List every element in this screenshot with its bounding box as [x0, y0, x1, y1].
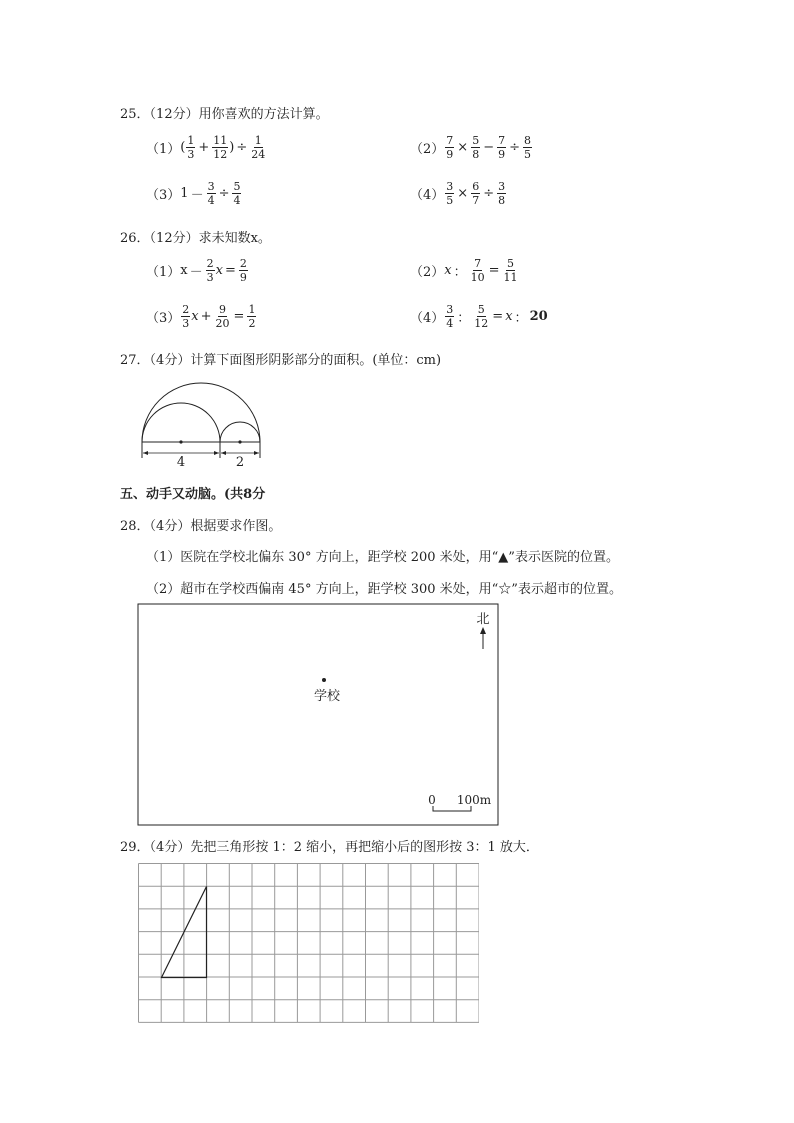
fraction: $\frac{5}{11}$ [503, 257, 518, 284]
map-box [137, 603, 499, 826]
fraction: $\frac{1}{2}$ [248, 303, 256, 330]
scale-length: 100m [456, 793, 492, 807]
arrowhead [254, 451, 259, 455]
problem-label: （3） [146, 188, 181, 203]
grid [139, 864, 480, 1023]
section-5-title: 五、动手又动脑。(共8分 [120, 487, 266, 502]
problem-label: （4） [410, 188, 445, 203]
small-semicircle [220, 422, 260, 442]
q28-title: 28．（4分）根据要求作图。 [120, 519, 282, 534]
fraction: $\frac{7}{10}$ [470, 257, 485, 284]
operator: = [492, 309, 504, 324]
q28-step-1: （1）医院在学校北偏东 30° 方向上，距学校 200 米处，用“▲”表示医院的位置。 [146, 550, 619, 565]
operator: ÷ [236, 140, 248, 155]
number: 20 [529, 309, 548, 324]
operator: = [488, 263, 500, 278]
q25-problem-1 [146, 134, 267, 161]
arrowhead [214, 451, 219, 455]
fraction: $\frac{3}{5}$ [446, 180, 454, 207]
operator: + [200, 309, 212, 324]
operator: ： [457, 311, 471, 326]
paren-close: ) [229, 140, 235, 155]
problem-label: （1） [146, 142, 181, 157]
operator: ÷ [483, 186, 495, 201]
fraction: $\frac{2}{3}$ [182, 303, 190, 330]
operator: ： [453, 265, 467, 280]
operator: ÷ [509, 140, 520, 155]
q26-problem-2 [410, 257, 520, 284]
arrowhead [221, 451, 226, 455]
q26-problem-4 [410, 303, 548, 330]
center-dot [238, 440, 241, 443]
medium-semicircle [142, 403, 220, 442]
north-label: 北 [476, 612, 490, 627]
fraction: $\frac{2}{3}$ [206, 257, 214, 284]
dimension-label-2: 2 [235, 455, 245, 468]
fraction: $\frac{9}{20}$ [215, 303, 230, 330]
north-arrowhead [480, 627, 486, 634]
arrowhead [143, 451, 148, 455]
q26-title: 26．（12分）求未知数x。 [120, 231, 271, 246]
fraction: $\frac{3}{8}$ [498, 180, 506, 207]
fraction: $\frac{1}{24}$ [251, 134, 266, 161]
q26-problem-1 [146, 257, 249, 284]
center-dot [179, 440, 182, 443]
problem-label: （2） [410, 142, 445, 157]
operator: － [189, 265, 203, 280]
q27-title: 27．（4分）计算下面图形阴影部分的面积。(单位：cm) [120, 353, 442, 368]
fraction: $\frac{5}{4}$ [233, 180, 241, 207]
q25-problem-2 [410, 134, 533, 161]
fraction: $\frac{5}{8}$ [472, 134, 480, 161]
fraction: $\frac{7}{9}$ [446, 134, 454, 161]
q28-step-2: （2）超市在学校西偏南 45° 方向上，距学校 300 米处，用“☆”表示超市的位置。 [146, 582, 622, 597]
scale-zero: 0 [428, 793, 436, 807]
q29-title: 29．（4分）先把三角形按 1：2 缩小，再把缩小后的图形按 3：1 放大． [120, 840, 539, 855]
operator: － [190, 188, 204, 203]
variable: x [444, 263, 452, 278]
variable: x [180, 263, 188, 278]
q25-problem-4 [410, 180, 507, 207]
problem-label: （3） [146, 311, 181, 326]
fraction: $\frac{11}{12}$ [213, 134, 228, 161]
problem-label: （1） [146, 265, 181, 280]
q26-problem-3 [146, 303, 257, 330]
operator: = [233, 309, 245, 324]
grid-figure [137, 861, 479, 1027]
fraction: $\frac{1}{3}$ [187, 134, 195, 161]
operator: + [198, 140, 210, 155]
number: 1 [180, 186, 189, 201]
fraction: $\frac{6}{7}$ [472, 180, 480, 207]
fraction: $\frac{7}{9}$ [498, 134, 506, 161]
fraction: $\frac{3}{4}$ [207, 180, 215, 207]
paren-open: ( [180, 140, 186, 155]
map-border [138, 604, 498, 825]
variable: x [191, 309, 199, 324]
fraction: $\frac{2}{9}$ [239, 257, 247, 284]
school-dot [322, 678, 326, 682]
fraction: $\frac{3}{4}$ [446, 303, 454, 330]
operator: × [457, 140, 469, 155]
q25-problem-3 [146, 180, 242, 207]
operator: = [224, 263, 236, 278]
operator: − [483, 140, 495, 155]
fraction: $\frac{8}{5}$ [524, 134, 531, 161]
problem-label: （4） [410, 311, 445, 326]
operator: × [457, 186, 469, 201]
problem-label: （2） [410, 265, 445, 280]
variable: x [215, 263, 223, 278]
semicircle-figure [136, 372, 266, 468]
operator: ÷ [218, 186, 230, 201]
big-semicircle [142, 383, 260, 442]
dimension-label-4: 4 [176, 455, 186, 468]
school-label: 学校 [313, 689, 341, 704]
q25-title: 25．（12分）用你喜欢的方法计算。 [120, 107, 329, 122]
operator: ： [514, 311, 528, 326]
fraction: $\frac{5}{12}$ [474, 303, 489, 330]
variable: x [505, 309, 513, 324]
